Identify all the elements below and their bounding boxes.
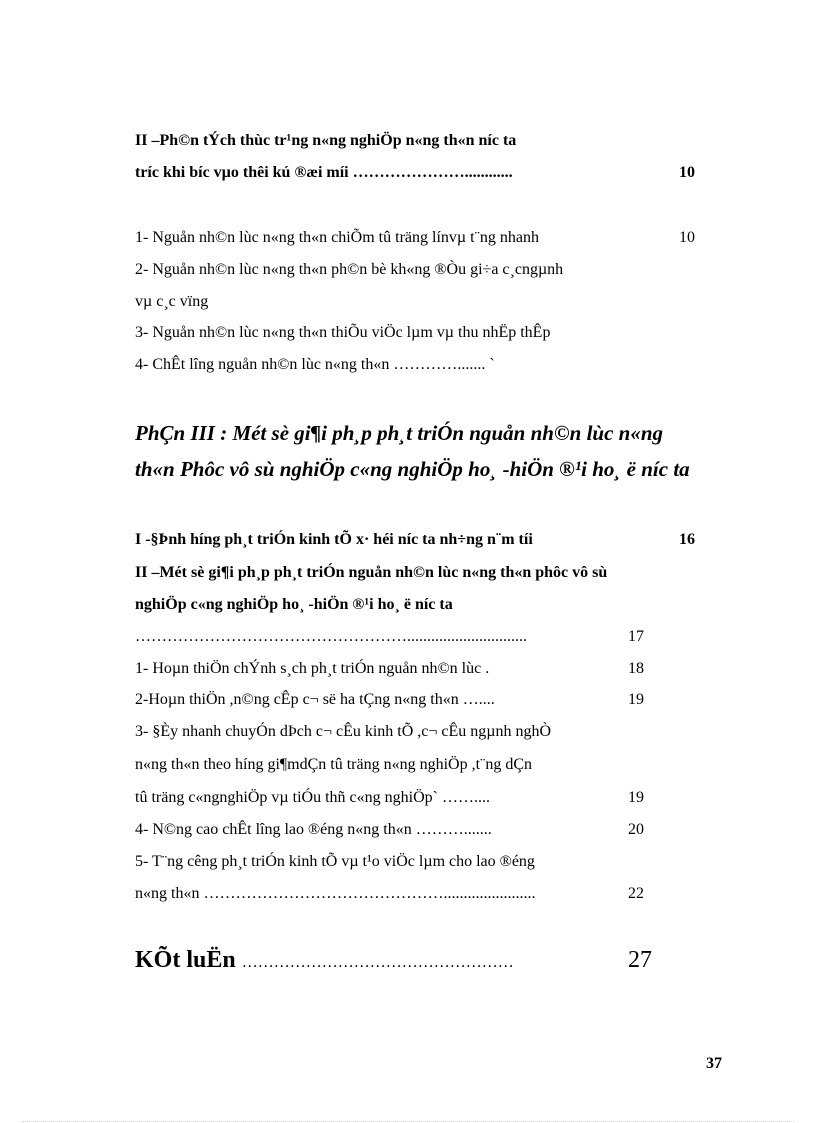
toc-sec2-title-line1: II –Ph©n tÝch thùc tr¹ng n«ng nghiÖp n«ng th«n níc ta [135,132,517,149]
toc-part3-line1: PhÇn III : Mét sè gi¶i ph¸p ph¸t triÓn nguån nh©n lùc n«ng [135,421,664,445]
toc-item-b1: 1- Hoµn thiÖn chÝnh s¸ch ph¸t triÓn nguån nh©n lùc . [135,660,490,677]
toc-conclusion [135,945,514,978]
toc-item-b1-page: 18 [628,660,644,677]
toc-item-b3-page: 19 [628,789,644,806]
toc-item-a3: 3- Nguån nh©n lùc n«ng th«n thiÕu viÖc lµm vµ thu nhËp thÊp [135,324,551,341]
toc-item-b5-cont: n«ng th«n ………………………………………....................... [135,885,536,902]
toc-item-b4-page: 20 [628,821,644,838]
toc-item-b5: 5- T¨ng cêng ph¸t triÓn kinh tÕ vµ t¹o viÖc lµm cho lao ®éng [135,853,535,870]
toc-item-a2-cont: vµ c¸c vïng [135,293,209,310]
toc-item-b2: 2-Hoµn thiÖn ,n©ng cÊp c¬ së ha tÇng n«ng th«n ….... [135,691,495,708]
toc-item-b2-page: 19 [628,691,644,708]
toc-sec3-2-page: 17 [628,628,644,645]
toc-conclusion-label: KÕt luËn [135,947,236,973]
toc-sec2-page: 10 [679,164,695,181]
page-number: 37 [706,1055,722,1072]
bottom-divider [22,1121,794,1122]
toc-item-b3: 3- §Èy nhanh chuyÓn dÞch c¬ cÊu kinh tÕ ,c¬ cÊu ngµnh nghÒ [135,723,552,740]
toc-item-a4: 4- ChÊt lîng nguån nh©n lùc n«ng th«n …………....... ` [135,356,495,373]
toc-item-b5-page: 22 [628,885,644,902]
toc-conclusion-page: 27 [628,947,652,973]
toc-item-b4: 4- N©ng cao chÊt lîng lao ®éng n«ng th«n ………....... [135,821,492,838]
toc-item-b3-cont2: tû träng c«ngnghiÖp vµ tiÓu thñ c«ng nghiÖp` …….... [135,789,490,806]
toc-item-a1: 1- Nguån nh©n lùc n«ng th«n chiÕm tû träng línvµ t¨ng nhanh [135,229,539,246]
toc-sec3-2-line1: II –Mét sè gi¶i ph¸p ph¸t triÓn nguån nh©n lùc n«ng th«n phôc vô sù [135,564,608,581]
toc-item-b3-cont1: n«ng th«n theo híng gi¶mdÇn tû träng n«ng nghiÖp ,t¨ng dÇn [135,756,533,773]
toc-sec3-1-page: 16 [679,531,695,548]
toc-part3-line2: th«n Phôc vô sù nghiÖp c«ng nghiÖp ho¸ -hiÖn ®¹i ho¸ ë níc ta [135,457,690,481]
toc-sec3-2-leader: …………………………………………….............................. [135,628,527,645]
toc-item-a2: 2- Nguån nh©n lùc n«ng th«n ph©n bè kh«ng ®Òu gi÷a c¸cngµnh [135,261,564,278]
toc-sec2-title-line2: tríc khi bíc vµo thêi kú ®æi míi …………………............ [135,164,513,181]
toc-conclusion-leader: …………………………………………… [241,954,514,971]
toc-item-a1-page: 10 [679,229,695,246]
toc-sec3-1: I -§Þnh híng ph¸t triÓn kinh tÕ x· héi níc ta nh÷ng n¨m tíi [135,531,533,548]
toc-sec3-2-line2: nghiÖp c«ng nghiÖp ho¸ -hiÖn ®¹i ho¸ ë níc ta [135,596,453,613]
